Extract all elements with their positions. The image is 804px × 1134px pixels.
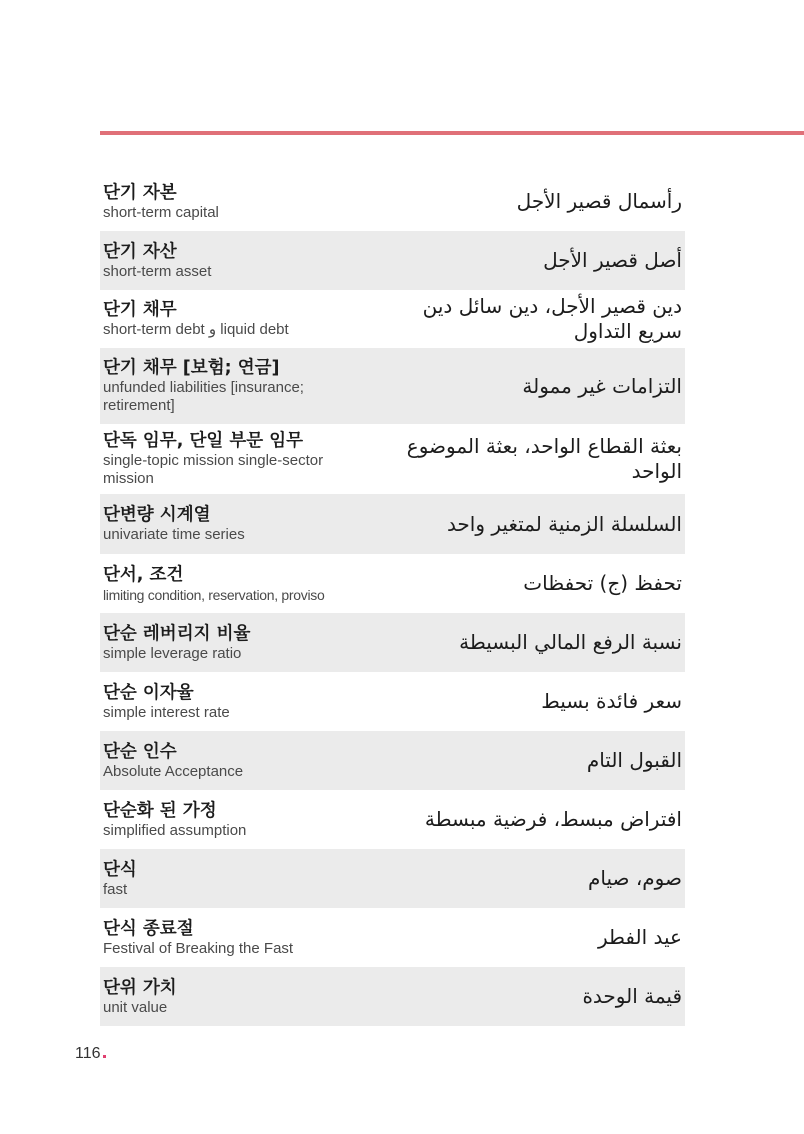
source-terms xyxy=(103,977,363,1017)
arabic-term: رأسمال قصير الأجل xyxy=(516,189,682,213)
source-terms xyxy=(103,504,363,544)
english-term: limiting condition, reservation, proviso xyxy=(103,586,325,603)
glossary-row xyxy=(100,613,685,672)
glossary-row xyxy=(100,554,685,613)
source-terms xyxy=(103,430,351,488)
korean-term: 단변량 시계열 xyxy=(103,505,211,525)
arabic-term: تحفظ (ج) تحفظات xyxy=(523,571,682,595)
korean-term: 단기 자산 xyxy=(103,241,177,262)
korean-term: 단순 인수 xyxy=(103,741,177,762)
english-term: simplified assumption xyxy=(103,821,247,839)
source-terms xyxy=(103,741,363,781)
top-divider-rule xyxy=(100,131,804,135)
english-term: fast xyxy=(103,880,128,898)
english-term: univariate time series xyxy=(103,526,245,543)
korean-term: 단기 자본 xyxy=(103,182,177,203)
arabic-term: دين قصير الأجل، دين سائل دين سريع التداول xyxy=(422,294,682,343)
arabic-term: أصل قصير الأجل xyxy=(543,248,682,272)
arabic-term: القبول التام xyxy=(586,748,682,772)
source-terms xyxy=(103,564,363,604)
page-number xyxy=(75,1045,106,1063)
glossary-row xyxy=(100,348,685,424)
glossary-row xyxy=(100,424,685,494)
arabic-term: نسبة الرفع المالي البسيطة xyxy=(459,630,682,654)
english-term: unit value xyxy=(103,998,168,1016)
arabic-term: قيمة الوحدة xyxy=(582,984,682,1008)
glossary-row xyxy=(100,672,685,731)
arabic-term: السلسلة الزمنية لمتغير واحد xyxy=(446,511,682,536)
english-term: short-term debt و liquid debt xyxy=(103,321,289,338)
source-terms xyxy=(103,182,363,222)
source-terms xyxy=(103,299,363,339)
glossary-row xyxy=(100,790,685,849)
glossary-row xyxy=(100,231,685,290)
arabic-term: عيد الفطر xyxy=(597,925,682,949)
arabic-term: افتراض مبسط، فرضية مبسطة xyxy=(424,807,682,831)
source-terms xyxy=(103,682,363,722)
english-term: single-topic mission single-sector mission xyxy=(103,452,324,487)
korean-term: 단기 채무 xyxy=(103,300,177,320)
source-terms xyxy=(103,859,363,899)
glossary-row xyxy=(100,731,685,790)
english-term: simple interest rate xyxy=(103,703,230,721)
korean-term: 단위 가치 xyxy=(103,977,177,998)
glossary-table xyxy=(100,172,685,1026)
english-term: Festival of Breaking the Fast xyxy=(103,939,294,957)
korean-term: 단독 임무, 단일 부문 임무 xyxy=(103,431,304,451)
english-term: simple leverage ratio xyxy=(103,644,242,662)
page-number-dot xyxy=(103,1055,106,1058)
source-terms xyxy=(103,800,363,840)
glossary-row xyxy=(100,172,685,231)
source-terms xyxy=(103,241,363,281)
page-number-text: 116 xyxy=(75,1045,101,1062)
arabic-term: بعثة القطاع الواحد، بعثة الموضوع الواحد xyxy=(406,434,682,483)
glossary-row xyxy=(100,494,685,554)
glossary-row xyxy=(100,849,685,908)
glossary-row xyxy=(100,290,685,348)
english-term: Absolute Acceptance xyxy=(103,762,244,780)
korean-term: 단식 xyxy=(103,859,137,880)
glossary-row xyxy=(100,967,685,1026)
arabic-term: التزامات غير ممولة xyxy=(522,373,682,398)
glossary-row xyxy=(100,908,685,967)
korean-term: 단기 채무 [보험; 연금] xyxy=(103,358,280,378)
source-terms xyxy=(103,623,363,663)
english-term: short-term capital xyxy=(103,203,219,221)
korean-term: 단식 종료절 xyxy=(103,918,194,939)
korean-term: 단순 이자율 xyxy=(103,682,194,703)
english-term: unfunded liabilities [insurance; retirement] xyxy=(103,379,304,414)
source-terms xyxy=(103,357,363,415)
english-term: short-term asset xyxy=(103,262,212,280)
arabic-term: سعر فائدة بسيط xyxy=(541,689,682,713)
korean-term: 단순 레버리지 비율 xyxy=(103,623,251,644)
arabic-term: صوم، صيام xyxy=(587,866,682,890)
source-terms xyxy=(103,918,363,958)
korean-term: 단서, 조건 xyxy=(103,564,184,585)
korean-term: 단순화 된 가정 xyxy=(103,800,217,821)
